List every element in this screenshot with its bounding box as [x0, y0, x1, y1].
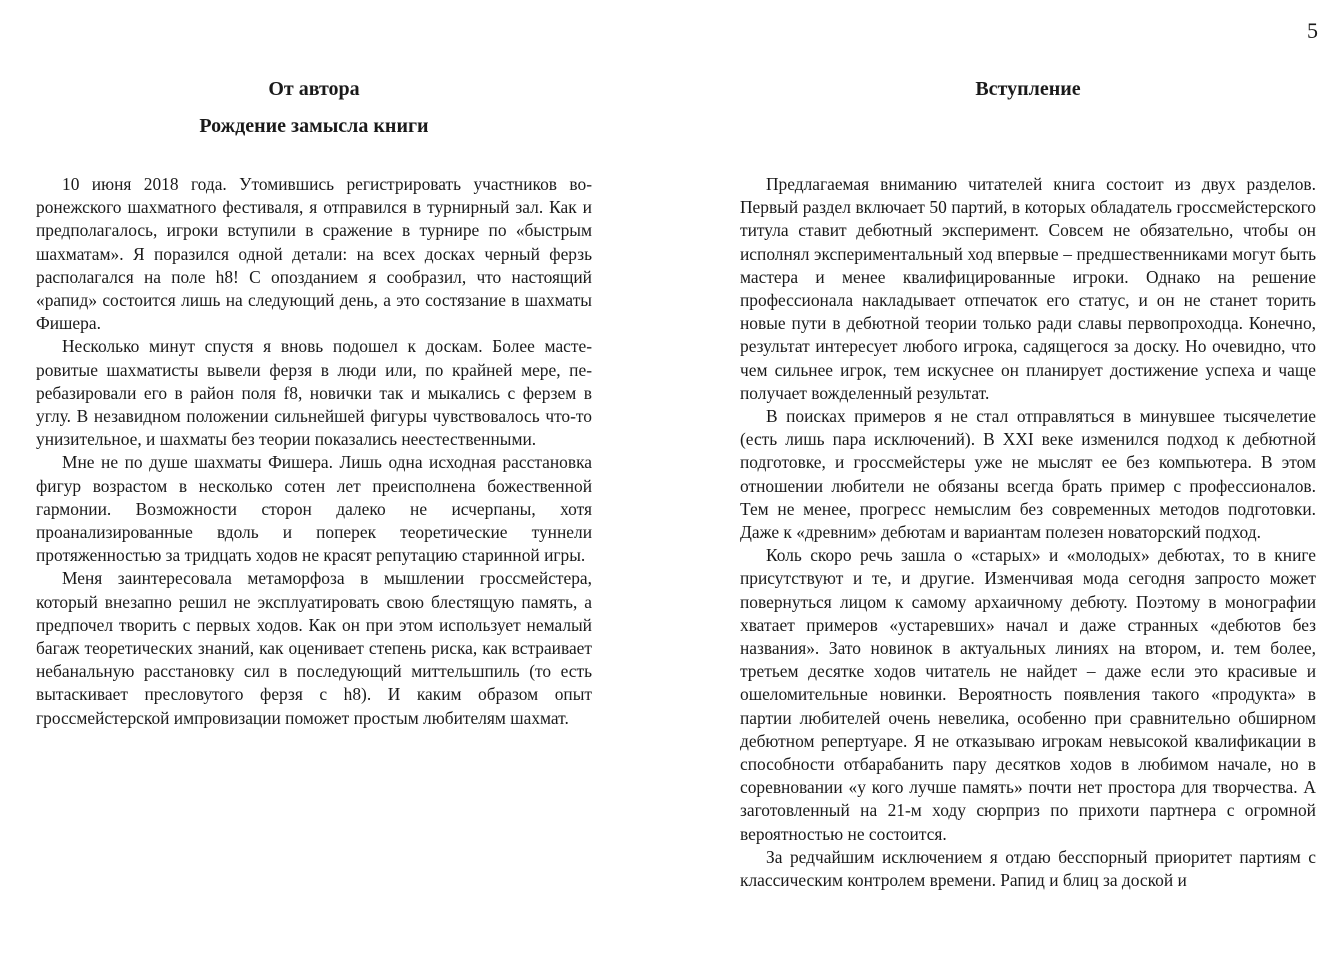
page-number: 5	[1307, 18, 1318, 43]
paragraph: 10 июня 2018 года. Утомившись регистрировать участников воронежского шахматного фестиваля, я отправился в турнирный зал. Как и предполагалось, игроки вступили в сражение в турнире по «быстрым шахматам». Я поразился одной детали: на всех досках черный ферзь располагался на поле h8! С опозданием я сообразил, что настоящий «рапид» состоится лишь на следующий день, а это состязание в шахматы Фишера.	[36, 174, 592, 334]
section-title-author: От автора	[268, 78, 360, 100]
left-body-text	[36, 173, 592, 730]
paragraph: За редчайшим исключением я отдаю бесспорный приоритет партиям с классическим контролем времени. Рапид и блиц за доской и	[740, 846, 1316, 891]
section-subtitle: Рождение замысла книги	[199, 115, 429, 137]
paragraph: Предлагаемая вниманию читателей книга состоит из двух разделов. Первый раздел включает 50 партий, в которых обладатель гроссмейстерского титула ставит дебютный эксперимент. Совсем не обязательно, чтобы он исполнял экспериментальный ход впервые – предшественниками могут быть мастера и менее квалифицированные игроки. Однако на решение профессионала накладывает отпечаток его статус, и он не станет торить новые пути в дебютной теории только ради славы первопроходца. Конечно, результат интересует любого игрока, садящегося за доску. Но очевидно, что чем сильнее игрок, тем искуснее он планирует достижение успеха и чаще получает вожделенный результат.	[740, 174, 1316, 403]
right-body-text	[740, 173, 1316, 892]
paragraph: Несколько минут спустя я вновь подошел к доскам. Более мастеровитые шахматисты вывели ферзя в люди или, по крайней мере, перебазировали его в район поля f8, новички так и мыкались с ферзем в углу. В незавидном положении сильнейшей фигуры чувствовалось что-то унизительное, и шахматы без теории показались неестественными.	[36, 336, 592, 450]
section-title-introduction: Вступление	[975, 78, 1081, 100]
paragraph: Меня заинтересовала метаморфоза в мышлении гроссмейстера, который внезапно решил не эксплуатировать свою блестящую память, а предпочел творить с первых ходов. Как он при этом использует немалый багаж теоретических знаний, как оценивает степень риска, как встраивает небанальную расстановку сил в последующий миттельшпиль (то есть вытаскивает пресловутого ферзя с h8). И каким образом опыт гроссмейстерской импровизации поможет простым любителям шахмат.	[36, 568, 592, 728]
paragraph: Мне не по душе шахматы Фишера. Лишь одна исходная расстановка фигур возрастом в несколько сотен лет преисполнена божественной гармонии. Возможности сторон далеко не исчерпаны, хотя проанализированные вдоль и поперек теоретические туннели протяженностью за тридцать ходов не красят репутацию старинной игры.	[36, 452, 592, 566]
paragraph: Коль скоро речь зашла о «старых» и «молодых» дебютах, то в книге присутствуют и те, и другие. Изменчивая мода сегодня запросто может повернуться лицом к самому архаичному дебюту. Поэтому в монографии хватает примеров «устаревших» начал и даже странных «дебютов без названия». Зато новинок в актуальных линиях на втором, и. тем более, третьем десятке ходов читатель не найдет – даже если это красивые и ошеломительные новинки. Вероятность появления такого «продукта» в партии любителей очень невелика, особенно при сравнительно обширном дебютном репертуаре. Я не отказываю игрокам невысокой квалификации в способности отбарабанить пару десятков ходов в любимом начале, но в соревновании «у кого лучше память» почти нет простора для творчества. А заготовленный на 21-м ходу сюрприз по прихоти партнера с огромной вероятностью не состоится.	[740, 545, 1316, 844]
paragraph: В поисках примеров я не стал отправляться в минувшее тысячeлетие (есть лишь пара исключений). В XXI веке изменился подход к дебютной подготовке, и гроссмейстеры уже не мыслят ее без компьютера. В этом отношении любители не обязаны всегда брать пример с профессионалов. Тем не менее, прогресс немыслим без современных методов подготовки. Даже к «древним» дебютам и вариантам полезен новаторский подход.	[740, 406, 1316, 543]
